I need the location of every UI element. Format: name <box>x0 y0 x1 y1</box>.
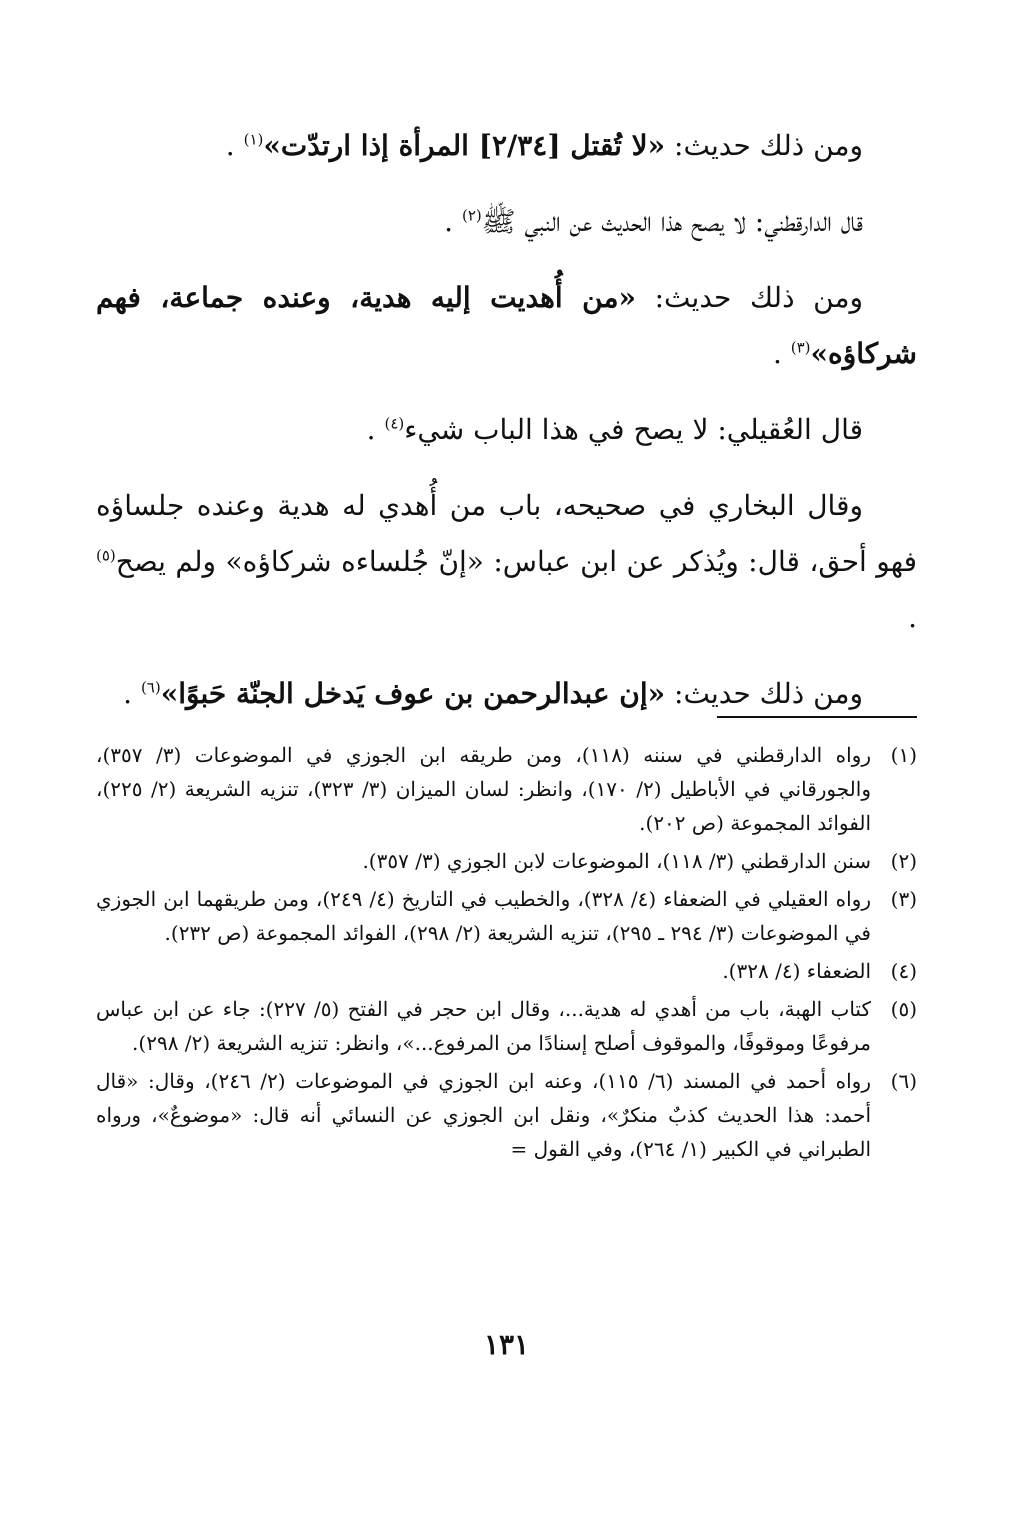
footnote-number: (٥) <box>890 997 917 1021</box>
footnote-ref[interactable]: (٥) <box>96 546 116 565</box>
footnote-divider <box>717 716 917 718</box>
footnote-number: (٢) <box>890 849 917 873</box>
paragraph-2 <box>96 194 917 250</box>
footnote-1 <box>96 738 917 840</box>
paragraph-text: قال العُقيلي: لا يصح في هذا الباب شيء <box>404 413 863 446</box>
footnote-ref[interactable]: (١) <box>243 130 264 149</box>
footnote-3 <box>96 882 917 950</box>
paragraph-end: . <box>225 129 235 162</box>
main-text <box>96 118 917 742</box>
paragraph-end: . <box>123 677 133 710</box>
hadith-quote: «إن عبدالرحمن بن عوف يَدخل الجنّة حَبوًا» <box>160 677 666 710</box>
footnote-ref[interactable]: (٢) <box>461 206 482 225</box>
footnote-4 <box>96 954 917 988</box>
footnote-number: (٣) <box>890 887 917 911</box>
page-number: ١٣١ <box>483 1328 530 1361</box>
footnote-2 <box>96 844 917 878</box>
paragraph-5 <box>96 478 917 646</box>
footnote-number: (٦) <box>890 1069 917 1093</box>
footnote-text: الضعفاء (٤/ ٣٢٨). <box>722 959 871 983</box>
paragraph-text: وقال البخاري في صحيحه، باب من أُهدي له هدية وعنده جلساؤه فهو أحق، قال: ويُذكر عن ابن عباس: «إنّ جُلساءه شركاؤه» ولم يصح <box>96 489 918 578</box>
paragraph-text: ومن ذلك حديث: <box>665 677 863 710</box>
paragraph-end: . <box>444 205 454 238</box>
footnote-number: (٤) <box>890 959 917 983</box>
footnote-text: رواه العقيلي في الضعفاء (٤/ ٣٢٨)، والخطيب في التاريخ (٤/ ٢٤٩)، ومن طريقهما ابن الجوزي في الموضوعات (٣/ ٢٩٤ ـ ٢٩٥)، تنزيه الشريعة (٢/ ٢٩٨)، الفوائد المجموعة (ص ٢٣٢). <box>96 887 871 945</box>
footnote-number: (١) <box>890 743 917 767</box>
paragraph-end: . <box>772 337 782 370</box>
footnote-text: رواه الدارقطني في سننه (١١٨)، ومن طريقه ابن الجوزي في الموضوعات (٣/ ٣٥٧)، والجورقاني في الأباطيل (٢/ ١٧٠)، وانظر: لسان الميزان (٣/ ٣٢٣)، تنزيه الشريعة (٢/ ٢٢٥)، الفوائد المجموعة (ص ٢٠٢). <box>96 743 871 835</box>
paragraph-text: ومن ذلك حديث: <box>665 129 863 162</box>
paragraph-6 <box>96 666 917 722</box>
footnotes <box>96 738 917 1170</box>
paragraph-text: ومن ذلك حديث: <box>635 281 863 314</box>
footnote-text: كتاب الهبة، باب من أهدي له هدية...، وقال ابن حجر في الفتح (٥/ ٢٢٧): جاء عن ابن عباس مرفوعًا وموقوفًا، والموقوف أصلح إسنادًا من المرفوع...»، وانظر: تنزيه الشريعة (٢/ ٢٩٨). <box>96 997 871 1055</box>
footnote-text: رواه أحمد في المسند (٦/ ١١٥)، وعنه ابن الجوزي في الموضوعات (٢/ ٢٤٦)، وقال: «قال أحمد: هذا الحديث كذبٌ منكرٌ»، ونقل ابن الجوزي عن النسائي أنه قال: «موضوعٌ»، ورواه الطبراني في الكبير (١/ ٢٦٤)، وفي القول = <box>96 1069 871 1161</box>
footnote-ref[interactable]: (٦) <box>140 678 161 697</box>
footnote-ref[interactable]: (٤) <box>384 414 405 433</box>
hadith-quote: «لا تُقتل [٢/٣٤] المرأة إذا ارتدّت» <box>263 129 666 162</box>
footnote-5 <box>96 992 917 1060</box>
paragraph-end: . <box>908 601 917 634</box>
paragraph-text: قال الدارقطني: لا يصح هذا الحديث عن النبي ﷺ <box>481 205 863 238</box>
paragraph-4 <box>96 402 917 458</box>
footnote-6 <box>96 1064 917 1166</box>
paragraph-1 <box>96 118 917 174</box>
hadith-quote: «من أُهديت إليه هدية، وعنده جماعة، فهم شركاؤه» <box>96 281 917 370</box>
paragraph-end: . <box>366 413 376 446</box>
footnote-text: سنن الدارقطني (٣/ ١١٨)، الموضوعات لابن الجوزي (٣/ ٣٥٧). <box>362 849 871 873</box>
paragraph-3 <box>96 270 917 382</box>
footnote-ref[interactable]: (٣) <box>790 338 811 357</box>
